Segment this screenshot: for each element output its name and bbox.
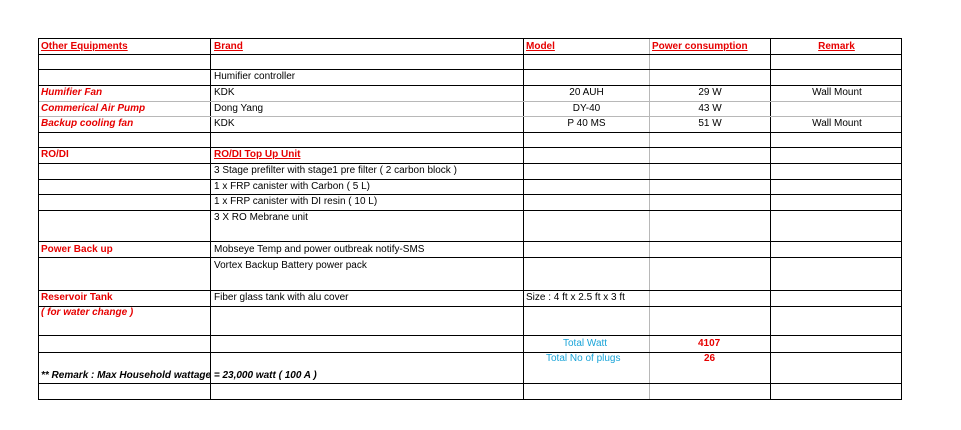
row-divider <box>39 210 901 211</box>
controller-brand: Humifier controller <box>214 71 296 82</box>
row-divider <box>39 147 901 148</box>
total-plugs-value: 26 <box>704 353 716 364</box>
header-model: Model <box>526 41 555 52</box>
model-cooling-fan: P 40 MS <box>567 118 606 129</box>
power-humifier-fan: 29 W <box>698 87 722 98</box>
model-humifier-fan: 20 AUH <box>569 87 604 98</box>
row-divider <box>39 54 901 55</box>
row-divider <box>39 163 901 164</box>
row-divider <box>39 194 901 195</box>
remark-cooling-fan: Wall Mount <box>812 118 862 129</box>
row-divider <box>39 306 901 307</box>
brand-cooling-fan: KDK <box>214 118 235 129</box>
power-backup-item: Vortex Backup Battery power pack <box>214 260 367 271</box>
power-backup-item: Mobseye Temp and power outbreak notify-SMS <box>214 244 425 255</box>
header-remark: Remark <box>818 41 855 52</box>
row-label-humifier-fan: Humifier Fan <box>41 87 103 98</box>
row-label-cooling-fan: Backup cooling fan <box>41 118 134 129</box>
row-label-air-pump: Commerical Air Pump <box>41 103 146 114</box>
brand-air-pump: Dong Yang <box>214 103 264 114</box>
row-divider <box>39 69 901 70</box>
row-divider <box>39 383 901 384</box>
row-divider <box>39 352 901 353</box>
column-divider <box>210 39 211 399</box>
row-label-rodi: RO/DI <box>41 149 69 160</box>
row-divider <box>39 335 901 336</box>
total-plugs-label: Total No of plugs <box>546 353 621 364</box>
rodi-item: 3 Stage prefilter with stage1 pre filter ( 2 carbon block ) <box>214 165 457 176</box>
row-divider <box>39 290 901 291</box>
brand-humifier-fan: KDK <box>214 87 235 98</box>
row-label-power-backup: Power Back up <box>41 244 113 255</box>
rodi-unit-header: RO/DI Top Up Unit <box>214 149 301 160</box>
remark-humifier-fan: Wall Mount <box>812 87 862 98</box>
header-equipment: Other Equipments <box>41 41 128 52</box>
row-divider <box>39 241 901 242</box>
row-label-reservoir: Reservoir Tank <box>41 292 113 303</box>
model-air-pump: DY-40 <box>572 103 601 114</box>
rodi-item: 1 x FRP canister with DI resin ( 10 L) <box>214 196 378 207</box>
row-divider <box>39 101 901 102</box>
rodi-item: 3 X RO Mebrane unit <box>214 212 308 223</box>
rodi-item: 1 x FRP canister with Carbon ( 5 L) <box>214 181 370 192</box>
brand-reservoir: Fiber glass tank with alu cover <box>214 292 349 303</box>
total-watt-label: Total Watt <box>563 338 608 349</box>
row-divider <box>39 179 901 180</box>
spreadsheet-table <box>38 38 902 400</box>
total-watt-value: 4107 <box>698 338 721 349</box>
header-brand: Brand <box>214 41 243 52</box>
power-air-pump: 43 W <box>698 103 722 114</box>
reservoir-sublabel: ( for water change ) <box>41 307 134 318</box>
model-reservoir: Size : 4 ft x 2.5 ft x 3 ft <box>526 292 625 303</box>
header-power: Power consumption <box>652 41 748 52</box>
footer-remark: ** Remark : Max Household wattage = 23,000 watt ( 100 A ) <box>41 370 317 381</box>
row-divider <box>39 257 901 258</box>
row-divider <box>39 132 901 133</box>
power-cooling-fan: 51 W <box>698 118 722 129</box>
